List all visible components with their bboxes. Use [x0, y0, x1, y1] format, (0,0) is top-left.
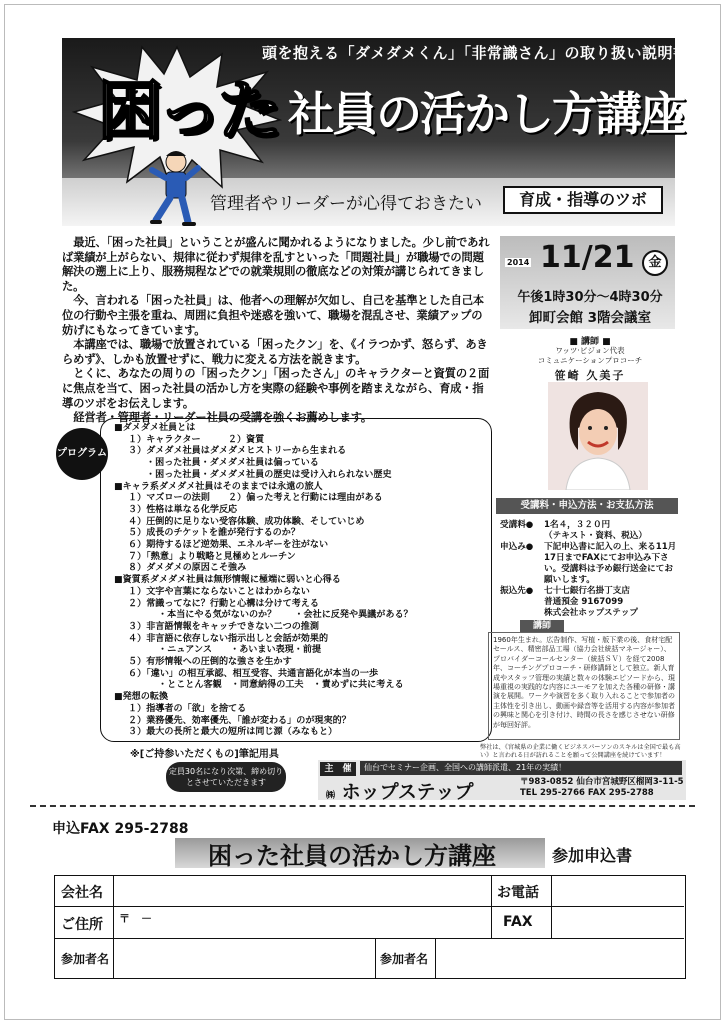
form-row-divider	[55, 938, 684, 939]
program-item: ・ニュアンス ・あいまい表現・前提	[158, 645, 322, 656]
cut-line	[30, 805, 695, 807]
program-item: ５）有形情報への圧倒的な強さを生かす	[128, 657, 292, 668]
form-col-divider	[435, 938, 436, 978]
fee-row	[500, 586, 680, 597]
header-subtitle: 頭を抱える「ダメダメくん」「非常識さん」の取り扱い説明書	[262, 44, 689, 62]
participant-label: 参加者名	[61, 952, 110, 966]
fee-heading: 受講料・申込方法・お支払方法	[496, 498, 678, 514]
fee-row-value: 下記申込書に記入の上、来る11月17日までFAXにてお申込み下さい。受講料は予め銀行送金にてお願いします。	[544, 542, 677, 585]
fee-row-key	[500, 531, 544, 542]
event-date: 11/21	[540, 240, 635, 275]
sponsor-tagline: 仙台でセミナー企画、全国への講師派遣、21年の実績！	[360, 761, 682, 775]
fee-row-key	[500, 597, 544, 608]
lecturer-photo	[548, 382, 648, 490]
form-col-divider	[113, 876, 114, 978]
program-item: ・とことん客観 ・同意納得の工夫 ・責めずに共に考える	[158, 680, 404, 691]
program-item: ■キャラ系ダメダメ社員はそのままでは永遠の旅人	[114, 481, 323, 492]
fee-row	[500, 597, 680, 608]
intro-paragraph: 本講座では、職場で放置されている「困ったクン」を、《イラつかず、怒らず、あきらめず》、しかも放置せずに、戦力に変える方法を説きます。	[62, 338, 488, 366]
application-fax: 申込FAX 295-2788	[52, 821, 189, 837]
fee-row-value: 普通預金 9167099	[544, 597, 624, 607]
application-title: 困った社員の活かし方講座	[208, 842, 496, 870]
sponsor-label: 主 催	[320, 762, 356, 776]
program-item: ２）常識ってなに？行動と心構は分けて考える	[128, 598, 319, 609]
program-item: ８）ダメダメの原因こそ強み	[128, 563, 247, 574]
company-note: 弊社は、《宮城県の企業に働くビジネスパーソンのスキルは全国で最も高い》と言われる日が訪れることを願って公開講座を続けています！	[480, 744, 681, 759]
tagline-box: 育成・指導のツボ	[503, 186, 663, 214]
fee-row-value: 七十七銀行名掛丁支店	[544, 586, 630, 596]
fee-row-key	[500, 608, 544, 619]
fee-row-value: （テキスト・資料、税込）	[544, 531, 647, 541]
lecturer-heading: ■ 講師 ■	[569, 337, 611, 347]
intro-paragraph: 最近、「困った社員」ということが盛んに聞かれるようになりました。少し前であれば業績が上がらない、規律に従わず規律を乱すといった「問題社員」が職場での問題解決の遡上に上り、服務規程などでの就業規則の徹底などの対策が講じられてきました。	[62, 236, 490, 293]
intro-paragraph: 今、言われる「困った社員」は、他者への理解が欠如し、自己を基準とした自己本位の行動や主張を重ね、周囲に負担や迷惑を強いて、職場を混乱させ、業績アップの妨げにもなってきています。	[62, 294, 484, 337]
sponsor-company: ホップステップ	[341, 781, 474, 803]
program-item: ６）「違い」の相互承認、相互受容、共通言語化が本当の一歩	[128, 668, 379, 679]
fee-row-value: 株式会社ホップステップ	[544, 608, 639, 618]
application-subtitle: 参加申込書	[552, 846, 633, 865]
program-item: ２）業務優先、効率優先、「誰が変わる」のが現実的？	[128, 715, 351, 726]
company-name-field[interactable]	[117, 879, 487, 904]
event-day-of-week: 金	[642, 250, 668, 276]
komatta-lettering: 困った	[98, 74, 278, 149]
sponsor-address-line: 〒983-0852 仙台市宮城野区榴岡3-11-5	[520, 777, 684, 787]
lecturer-name: 笹崎 久美子	[554, 369, 626, 382]
fee-row	[500, 608, 680, 619]
company-name-label: 会社名	[61, 885, 103, 901]
lecturer-profile: 1960年生まれ。広告制作、写植・版下業の後、食材宅配セールス、精密部品工場（協力会社統括マネージャー）、プロバイダーコールセンター（統括ＳＶ）を経て2008年、コーチングプロコーチ・研修講師として独立。新人育成やスタッフ管理の実績と数々の体験エピソードから、現場重視の実践的な内容にユーモアを加えた各種の研修・講演を展開。ワークや演習を多く取り入れることで参加者の主体性を引き出し、動画や録音等を活用する内容が参加者の興味と関心を引き付け、時間の長さを感じさせない研修が毎回好評。	[488, 632, 680, 740]
program-item: ７）「熱意」より戦略と見極めとルーチン	[128, 551, 296, 562]
program-item: ■発想の転換	[114, 692, 169, 703]
program-item: ■資質系ダメダメ社員は無形情報に極端に弱いと心得る	[114, 575, 341, 586]
bring-items: ※[ご持参いただくもの]筆記用具	[130, 749, 279, 760]
form-row-divider	[55, 906, 684, 907]
fee-row-key: 振込先●	[500, 586, 534, 596]
program-item: １）マズローの法則 ２）偏った考えと行動には理由がある	[128, 493, 383, 504]
fee-details	[500, 520, 680, 619]
sponsor-name	[326, 777, 474, 804]
sponsor-address	[520, 777, 684, 799]
fee-row-key: 申込み●	[500, 542, 534, 552]
program-list	[114, 423, 486, 739]
program-item: ・本当にやる気がないのか？ ・会社に反発や異議がある？	[158, 610, 413, 621]
intro-paragraph: 経営者・管理者・リーダー社員の受講を強くお薦めします。	[73, 411, 373, 425]
address-field[interactable]	[155, 910, 487, 935]
event-year: 2014	[507, 258, 530, 267]
lecturer-org-line: ワッツ·ビジョン代表	[555, 346, 625, 355]
event-venue: 卸町会館 3階会議室	[528, 310, 652, 326]
participant-name-field[interactable]	[117, 942, 371, 975]
capacity-note: 定員30名になり次第、締め切りとさせていただきます	[166, 762, 286, 792]
program-item: １）文字や言葉にならないことはわからない	[128, 586, 310, 597]
main-title: 社員の活かし方講座	[288, 87, 684, 141]
fee-row	[500, 520, 680, 531]
troubled-employee-figure-icon	[142, 148, 202, 228]
program-item: ５）成長のチケットを誰が発行するのか？	[128, 528, 300, 539]
sponsor-contact-line: TEL 295-2766 FAX 295-2788	[520, 788, 654, 798]
lecturer-org-line: コミュニケーションプロコーチ	[537, 355, 643, 365]
program-badge: プログラム	[56, 428, 108, 480]
program-item: ３）最大の長所と最大の短所は同じ源（みなもと）	[128, 727, 338, 738]
phone-field[interactable]	[555, 879, 681, 904]
program-item: ■ダメダメ社員とは	[114, 423, 196, 433]
lecturer-org	[510, 346, 670, 365]
fax-field[interactable]	[555, 910, 681, 935]
intro-text	[62, 236, 490, 426]
postal-code-field[interactable]: 〒 －	[119, 912, 152, 925]
form-col-divider	[375, 938, 376, 978]
program-item: ４）圧倒的に足りない受容体験、成功体験、そしていじめ	[128, 516, 365, 527]
intro-paragraph: とくに、あなたの周りの「困ったクン」「困ったさん」のキャラクターと資質の２面に焦点を当て、困った社員の活かし方を実際の経験や事例を踏まえながら、育成・指導のツボをお伝えします。	[62, 367, 490, 410]
address-label: ご住所	[61, 917, 103, 933]
participant-name-field[interactable]	[439, 942, 681, 975]
sponsor-prefix: ㈱	[326, 791, 336, 801]
fax-label: FAX	[503, 914, 533, 930]
form-col-divider	[491, 876, 492, 938]
program-item: ３）ダメダメ社員はダメダメヒストリーから生まれる	[128, 446, 347, 457]
form-col-divider	[551, 876, 552, 938]
fee-row-value: 1名４，３２０円	[544, 520, 611, 530]
program-item: ６）期待するほど逆効果、エネルギーを注がない	[128, 540, 329, 551]
program-item: ３）性格は単なる化学反応	[128, 504, 238, 515]
fee-row	[500, 542, 680, 586]
fee-row-key: 受講料●	[500, 520, 534, 530]
fee-row	[500, 531, 680, 542]
program-item: ３）非言語情報をキャッチできない二つの推測	[128, 621, 319, 632]
event-time: 午後1時30分～4時30分	[517, 290, 663, 305]
program-item: ４）非言語に依存しない指示出しと会話が効果的	[128, 633, 329, 644]
program-item: ・困った社員・ダメダメ社員の歴史は受け入れられない歴史	[146, 469, 392, 480]
participant-label: 参加者名	[380, 952, 429, 966]
application-form	[54, 875, 686, 979]
tagline: 管理者やリーダーが心得ておきたい	[210, 194, 482, 214]
profile-heading: 講師	[520, 620, 564, 633]
program-item: １）キャラクター ２）資質	[128, 434, 265, 445]
program-item: １）指導者の「欲」を捨てる	[128, 703, 247, 714]
program-item: ・困った社員・ダメダメ社員は偏っている	[146, 458, 319, 469]
phone-label: お電話	[497, 885, 539, 901]
